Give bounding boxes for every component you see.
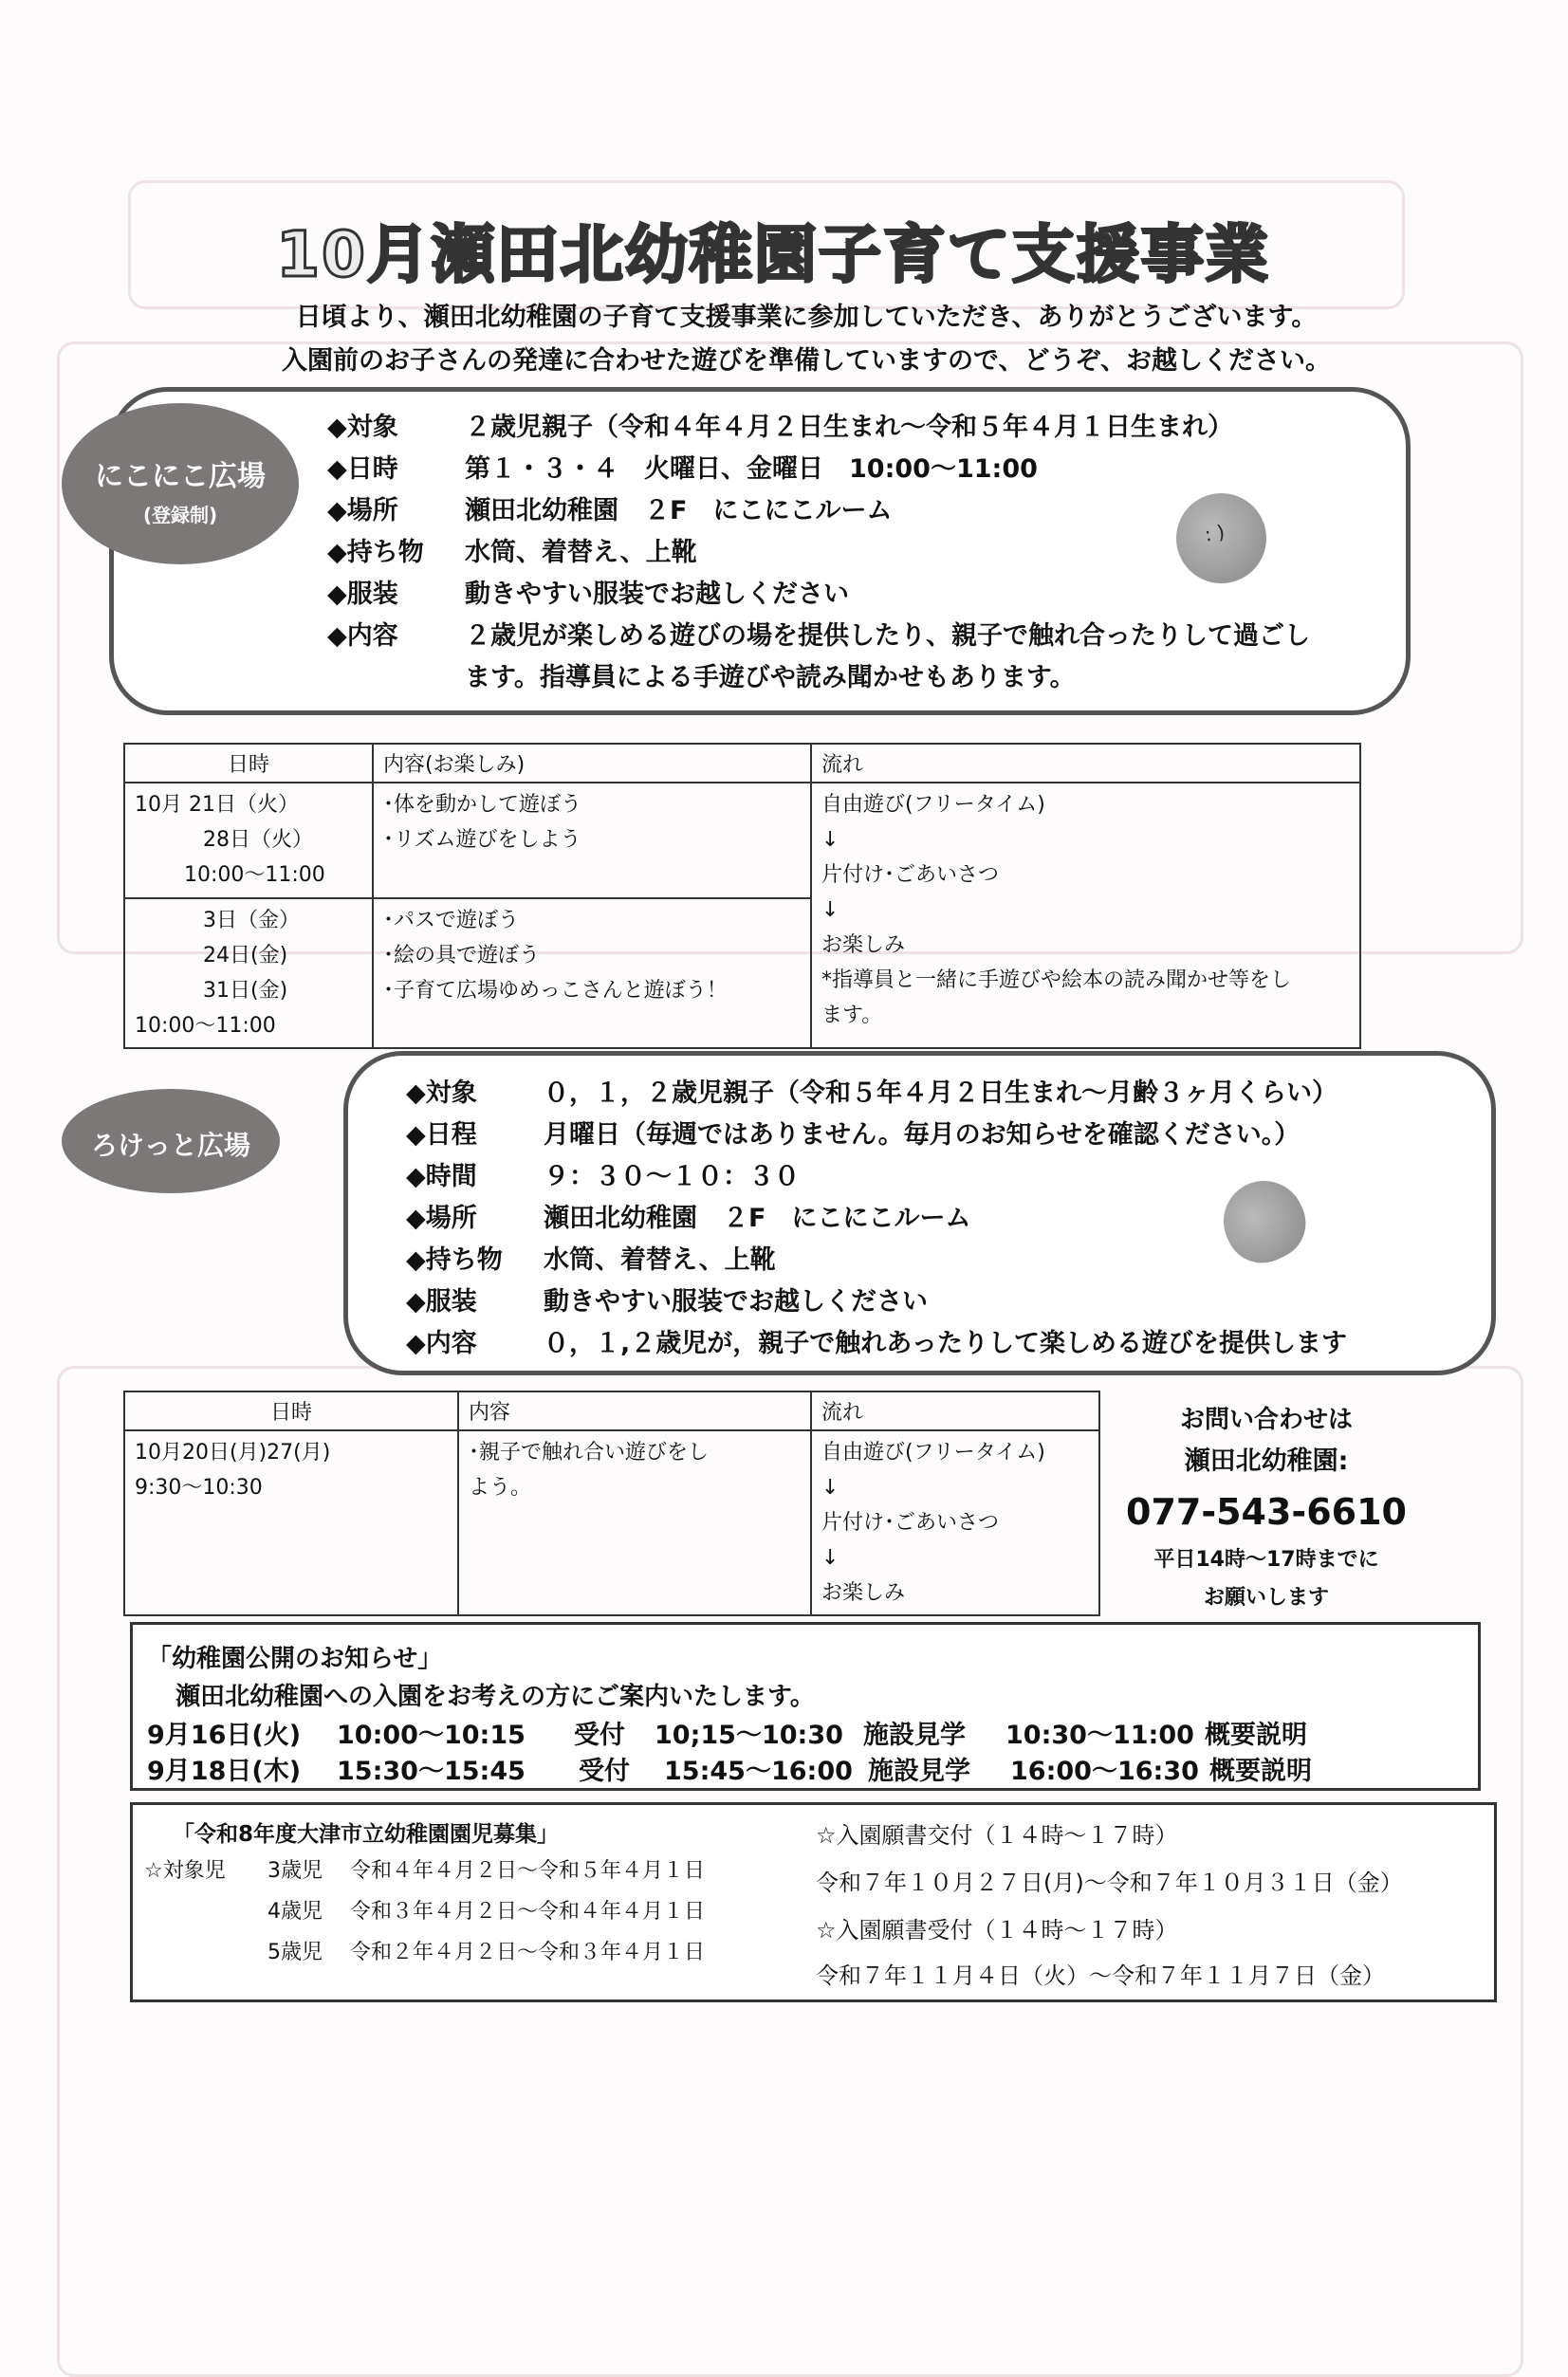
nikoniko-item: ◆内容 ２歳児が楽しめる遊びの場を提供したり、親子で触れ合ったりして過ごし: [327, 621, 1310, 651]
rocket-item: ◆持ち物 水筒、着替え、上靴: [406, 1245, 776, 1275]
content-line: ･体を動かして遊ぼう: [383, 793, 582, 817]
recruit-right-line: 令和７年１０月２７日(月)～令和７年１０月３１日（金）: [816, 1870, 1403, 1896]
age-label: 3歳児: [267, 1859, 323, 1883]
date-line: 10:00～11:00: [184, 863, 325, 887]
contact-line: お問い合わせは: [1179, 1406, 1353, 1434]
nikoniko-item: ◆日時 第１・３・４ 火曜日、金曜日 10:00～11:00: [327, 454, 1038, 484]
table-cell-flow: [811, 783, 1360, 1048]
recruit-target-row: [267, 1936, 705, 1965]
rocket-item: ◆日程 月曜日（毎週ではありません。毎月のお知らせを確認ください。）: [406, 1120, 1301, 1150]
date-line: 10月20日(月)27(月): [135, 1441, 331, 1465]
open-house-heading: 「幼稚園公開のお知らせ」: [147, 1645, 443, 1673]
content-line: よう。: [469, 1476, 532, 1500]
table-header: 日時: [124, 744, 373, 783]
flow-line: 片付け･ごあいさつ: [821, 1511, 1000, 1535]
page-title: 10月瀬田北幼稚園子育て支援事業: [276, 218, 1270, 291]
rocket-item: ◆時間 ９：３０～１０：３０: [406, 1162, 800, 1191]
contact-phone: 077-543-6610: [1126, 1491, 1407, 1533]
birth-range: 令和４年４月２日～令和５年４月１日: [350, 1859, 706, 1883]
contact-block: [1110, 1399, 1423, 1617]
table-header: 流れ: [811, 744, 1360, 783]
nikoniko-badge-sub: (登録制): [142, 504, 218, 526]
recruit-right-line: ☆入園願書交付（１４時～１７時）: [816, 1822, 1178, 1849]
smiley-face-icon: : ): [1176, 493, 1266, 583]
table-header: 流れ: [811, 1391, 1099, 1430]
content-line: ･パスで遊ぼう: [383, 909, 520, 932]
age-label: 5歳児: [267, 1941, 323, 1964]
content-line: ･子育て広場ゆめっこさんと遊ぼう！: [383, 979, 728, 1003]
rocket-badge-title: ろけっと広場: [90, 1130, 250, 1161]
content-line: ･リズム遊びをしよう: [383, 828, 581, 852]
nikoniko-badge-title: にこにこ広場: [95, 460, 266, 493]
rocket-item: ◆内容 ０，１,２歳児が，親子で触れあったりして楽しめる遊びを提供します: [406, 1329, 1347, 1358]
date-line: 31日(金): [203, 979, 288, 1003]
table-cell-flow: [811, 1430, 1099, 1615]
table-header: 内容: [458, 1391, 811, 1430]
flow-line: お楽しみ: [821, 1581, 906, 1605]
rocket-badge: [62, 1089, 280, 1193]
flow-line: 自由遊び(フリータイム): [821, 793, 1045, 817]
nikoniko-item: ◆服装 動きやすい服装でお越しください: [327, 580, 849, 609]
nikoniko-item-cont: ます。指導員による手遊びや読み聞かせもあります。: [465, 663, 1076, 692]
recruit-target-row: [267, 1854, 705, 1884]
rocket-item: ◆対象 ０，１，２歳児親子（令和５年４月２日生まれ～月齢３ヶ月くらい）: [406, 1078, 1337, 1108]
date-line: 24日(金): [203, 944, 288, 967]
age-label: 4歳児: [267, 1900, 323, 1924]
recruit-heading: 「令和8年度大津市立幼稚園園児募集」: [173, 1822, 560, 1847]
table-header: 日時: [124, 1391, 458, 1430]
table-cell-date: [124, 898, 373, 1048]
recruit-target-row: [267, 1895, 705, 1925]
table-cell-content: [373, 898, 811, 1048]
table-header: 内容(お楽しみ): [373, 744, 811, 783]
rocket-item: ◆服装 動きやすい服装でお越しください: [406, 1287, 928, 1317]
flow-line: ます。: [821, 1004, 883, 1027]
flow-line: 片付け･ごあいさつ: [821, 863, 1000, 887]
birth-range: 令和３年４月２日～令和４年４月１日: [350, 1900, 706, 1924]
flow-line: *指導員と一緒に手遊びや絵本の読み聞かせ等をし: [821, 968, 1292, 992]
nikoniko-badge: [62, 403, 299, 564]
birth-range: 令和２年４月２日～令和３年４月１日: [350, 1941, 706, 1964]
date-line: 10月 21日（火）: [135, 793, 299, 817]
flow-line: ↓: [821, 898, 839, 922]
rocket-item: ◆場所 瀬田北幼稚園 ２F にこにこルーム: [406, 1204, 971, 1233]
table-cell-date: [124, 783, 373, 898]
intro-line-2: 入園前のお子さんの発達に合わせた遊びを準備していますので、どうぞ、お越しください。: [282, 346, 1331, 376]
flow-line: ↓: [821, 828, 839, 852]
date-line: 3日（金）: [203, 909, 300, 932]
table-cell-content: [458, 1430, 811, 1615]
nikoniko-schedule-table: [123, 743, 1361, 1049]
rocket-schedule-table: [123, 1391, 1100, 1616]
table-cell-content: [373, 783, 811, 898]
date-line: 10:00～11:00: [135, 1014, 276, 1038]
nikoniko-item: ◆持ち物 水筒、着替え、上靴: [327, 538, 697, 567]
flow-line: ↓: [821, 1546, 839, 1570]
date-line: 9:30～10:30: [135, 1476, 263, 1500]
table-cell-date: [124, 1430, 458, 1615]
flow-line: お楽しみ: [821, 933, 906, 957]
flow-line: 自由遊び(フリータイム): [821, 1441, 1045, 1465]
content-line: ･親子で触れ合い遊びをし: [469, 1441, 710, 1465]
date-line: 28日（火）: [203, 828, 313, 852]
recruit-right-line: 令和７年１１月４日（火）～令和７年１１月７日（金）: [816, 1962, 1385, 1989]
contact-hours: お願いします: [1203, 1586, 1329, 1610]
contact-hours: 平日14時～17時までに: [1153, 1548, 1379, 1572]
intro-line-1: 日頃より、瀬田北幼稚園の子育て支援事業に参加していただき、ありがとうございます。: [295, 303, 1318, 332]
contact-line: 瀬田北幼稚園:: [1184, 1446, 1349, 1476]
recruit-target-label: ☆対象児: [144, 1859, 226, 1883]
recruit-right-line: ☆入園願書受付（１４時～１７時）: [816, 1917, 1178, 1944]
open-house-sub: 瀬田北幼稚園への入園をお考えの方にご案内いたします。: [175, 1683, 815, 1711]
content-line: ･絵の具で遊ぼう: [383, 944, 541, 967]
nikoniko-item: ◆対象 ２歳児親子（令和４年４月２日生まれ～令和５年４月１日生まれ）: [327, 413, 1233, 442]
flow-line: ↓: [821, 1476, 839, 1500]
nikoniko-item: ◆場所 瀬田北幼稚園 ２F にこにこルーム: [327, 496, 893, 525]
